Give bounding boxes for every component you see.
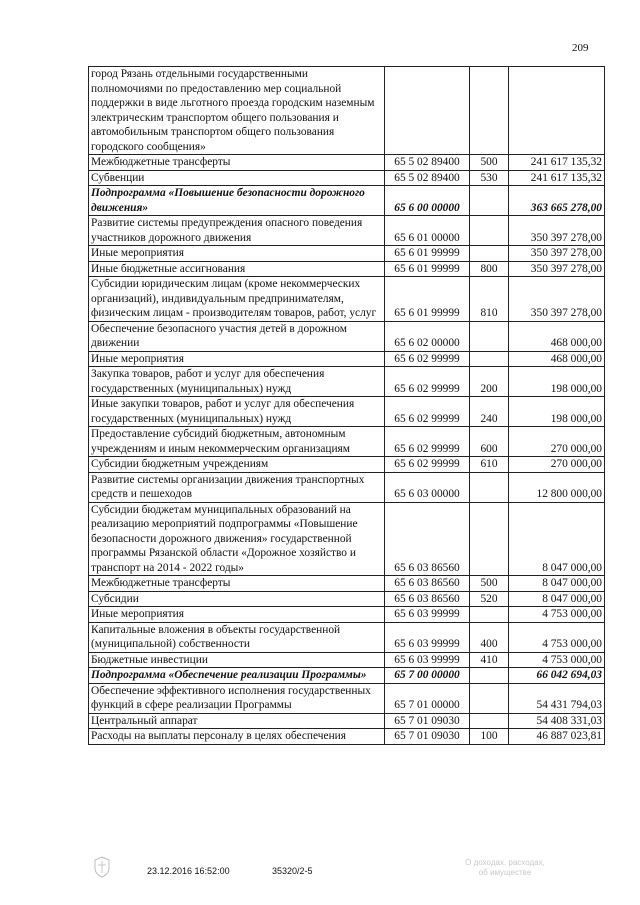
footer-date: 23.12.2016 16:52:00 (147, 866, 230, 876)
table-row (89, 261, 605, 277)
row-code-cell: 65 6 03 86560 (385, 502, 470, 576)
row-name-cell: Развитие системы организации движения транспортных средств и пешеходов (89, 472, 385, 502)
table-row (89, 607, 605, 623)
row-type-cell (470, 216, 509, 246)
row-name-cell: Иные мероприятия (89, 246, 385, 262)
row-type-cell (470, 713, 509, 729)
footer-stamp-line: О доходах, расходах, (465, 858, 545, 867)
row-code-cell: 65 5 02 89400 (385, 170, 470, 186)
table-row (89, 683, 605, 713)
table-row (89, 246, 605, 262)
row-code-cell: 65 7 01 09030 (385, 713, 470, 729)
row-name-cell: город Рязань отдельными государственными полномочиями по предоставлению мер социальной поддержки в виде льготного проезда городским наземным электрическим транспортом общего пользования и автомобильным транспортом общего пользования городского сообщения» (89, 67, 385, 155)
table-row (89, 652, 605, 668)
row-code-cell: 65 6 02 99999 (385, 457, 470, 473)
row-type-cell: 100 (470, 729, 509, 745)
row-code-cell: 65 7 00 00000 (385, 668, 470, 684)
footer-stamp (440, 858, 570, 878)
footer-document-id: 35320/2-5 (272, 866, 313, 876)
row-type-cell: 810 (470, 277, 509, 322)
table-row (89, 472, 605, 502)
row-sum-cell: 54 408 331,03 (509, 713, 605, 729)
row-name-cell: Подпрограмма «Повышение безопасности дорожного движения» (89, 186, 385, 216)
row-type-cell: 410 (470, 652, 509, 668)
row-type-cell: 610 (470, 457, 509, 473)
row-code-cell: 65 7 01 00000 (385, 683, 470, 713)
table-row (89, 170, 605, 186)
row-sum-cell: 198 000,00 (509, 397, 605, 427)
row-type-cell (470, 186, 509, 216)
row-sum-cell: 350 397 278,00 (509, 216, 605, 246)
row-name-cell: Субсидии юридическим лицам (кроме некоммерческих организаций), индивидуальным предпринимателям, физическим лицам - производителям товаров, работ, услуг (89, 277, 385, 322)
row-sum-cell: 350 397 278,00 (509, 261, 605, 277)
table-row (89, 397, 605, 427)
table-row (89, 67, 605, 155)
coat-of-arms-icon (92, 856, 112, 878)
row-sum-cell: 363 665 278,00 (509, 186, 605, 216)
row-name-cell: Расходы на выплаты персоналу в целях обеспечения (89, 729, 385, 745)
row-type-cell (470, 67, 509, 155)
row-sum-cell: 12 800 000,00 (509, 472, 605, 502)
row-code-cell: 65 6 02 00000 (385, 321, 470, 351)
row-name-cell: Иные закупки товаров, работ и услуг для обеспечения государственных (муниципальных) нужд (89, 397, 385, 427)
row-code-cell: 65 6 01 99999 (385, 246, 470, 262)
table-row (89, 427, 605, 457)
row-sum-cell: 8 047 000,00 (509, 502, 605, 576)
row-sum-cell: 4 753 000,00 (509, 607, 605, 623)
table-row (89, 622, 605, 652)
row-code-cell: 65 6 02 99999 (385, 367, 470, 397)
row-type-cell (470, 246, 509, 262)
row-code-cell: 65 6 02 99999 (385, 351, 470, 367)
row-sum-cell: 468 000,00 (509, 351, 605, 367)
row-name-cell: Бюджетные инвестиции (89, 652, 385, 668)
row-type-cell: 200 (470, 367, 509, 397)
row-sum-cell: 468 000,00 (509, 321, 605, 351)
table-row (89, 713, 605, 729)
row-code-cell: 65 6 03 00000 (385, 472, 470, 502)
row-type-cell (470, 472, 509, 502)
row-type-cell: 500 (470, 155, 509, 171)
row-name-cell: Обеспечение безопасного участия детей в дорожном движении (89, 321, 385, 351)
row-code-cell: 65 7 01 09030 (385, 729, 470, 745)
table-row (89, 155, 605, 171)
row-code-cell: 65 6 03 99999 (385, 622, 470, 652)
row-type-cell (470, 683, 509, 713)
row-code-cell: 65 5 02 89400 (385, 155, 470, 171)
row-code-cell: 65 6 03 99999 (385, 652, 470, 668)
table-row (89, 729, 605, 745)
budget-table-body (89, 67, 605, 745)
table-row (89, 321, 605, 351)
row-type-cell (470, 668, 509, 684)
row-name-cell: Развитие системы предупреждения опасного поведения участников дорожного движения (89, 216, 385, 246)
row-code-cell: 65 6 00 00000 (385, 186, 470, 216)
row-type-cell (470, 351, 509, 367)
row-sum-cell: 8 047 000,00 (509, 591, 605, 607)
row-name-cell: Обеспечение эффективного исполнения государственных функций в сфере реализации Программы (89, 683, 385, 713)
table-row (89, 457, 605, 473)
row-sum-cell: 54 431 794,03 (509, 683, 605, 713)
table-row (89, 502, 605, 576)
row-type-cell: 520 (470, 591, 509, 607)
row-name-cell: Субсидии бюджетам муниципальных образований на реализацию мероприятий подпрограммы «Повышение безопасности дорожного движения» государственной программы Рязанской области «Дорожное хозяйство и транспорт на 2014 - 2022 годы» (89, 502, 385, 576)
row-name-cell: Закупка товаров, работ и услуг для обеспечения государственных (муниципальных) нужд (89, 367, 385, 397)
row-sum-cell: 350 397 278,00 (509, 246, 605, 262)
row-sum-cell: 4 753 000,00 (509, 652, 605, 668)
row-code-cell: 65 6 03 99999 (385, 607, 470, 623)
row-type-cell: 500 (470, 576, 509, 592)
row-sum-cell: 198 000,00 (509, 367, 605, 397)
row-name-cell: Иные мероприятия (89, 351, 385, 367)
footer-stamp-line: об имуществе (478, 868, 532, 877)
row-type-cell: 400 (470, 622, 509, 652)
row-name-cell: Межбюджетные трансферты (89, 576, 385, 592)
row-name-cell: Субсидии бюджетным учреждениям (89, 457, 385, 473)
row-name-cell: Капитальные вложения в объекты государственной (муниципальной) собственности (89, 622, 385, 652)
row-sum-cell: 66 042 694,03 (509, 668, 605, 684)
row-type-cell: 530 (470, 170, 509, 186)
row-sum-cell: 46 887 023,81 (509, 729, 605, 745)
row-code-cell: 65 6 03 86560 (385, 591, 470, 607)
row-name-cell: Субвенции (89, 170, 385, 186)
row-name-cell: Иные бюджетные ассигнования (89, 261, 385, 277)
table-row (89, 576, 605, 592)
row-type-cell: 240 (470, 397, 509, 427)
row-code-cell: 65 6 02 99999 (385, 427, 470, 457)
row-sum-cell: 270 000,00 (509, 457, 605, 473)
row-code-cell: 65 6 01 99999 (385, 277, 470, 322)
row-code-cell: 65 6 01 99999 (385, 261, 470, 277)
row-name-cell: Субсидии (89, 591, 385, 607)
row-sum-cell: 270 000,00 (509, 427, 605, 457)
table-row (89, 351, 605, 367)
row-name-cell: Предоставление субсидий бюджетным, автономным учреждениям и иным некоммерческим организациям (89, 427, 385, 457)
row-sum-cell (509, 67, 605, 155)
row-sum-cell: 4 753 000,00 (509, 622, 605, 652)
row-type-cell (470, 321, 509, 351)
row-name-cell: Центральный аппарат (89, 713, 385, 729)
table-row (89, 186, 605, 216)
row-sum-cell: 350 397 278,00 (509, 277, 605, 322)
row-type-cell: 800 (470, 261, 509, 277)
row-name-cell: Иные мероприятия (89, 607, 385, 623)
table-row (89, 277, 605, 322)
row-type-cell (470, 607, 509, 623)
row-code-cell: 65 6 01 00000 (385, 216, 470, 246)
row-sum-cell: 8 047 000,00 (509, 576, 605, 592)
page-number: 209 (572, 42, 589, 54)
table-row (89, 668, 605, 684)
row-sum-cell: 241 617 135,32 (509, 155, 605, 171)
table-row (89, 367, 605, 397)
row-name-cell: Межбюджетные трансферты (89, 155, 385, 171)
row-sum-cell: 241 617 135,32 (509, 170, 605, 186)
row-code-cell (385, 67, 470, 155)
table-row (89, 216, 605, 246)
row-code-cell: 65 6 03 86560 (385, 576, 470, 592)
row-type-cell: 600 (470, 427, 509, 457)
row-name-cell: Подпрограмма «Обеспечение реализации Программы» (89, 668, 385, 684)
row-type-cell (470, 502, 509, 576)
row-code-cell: 65 6 02 99999 (385, 397, 470, 427)
budget-table (88, 66, 605, 745)
table-row (89, 591, 605, 607)
